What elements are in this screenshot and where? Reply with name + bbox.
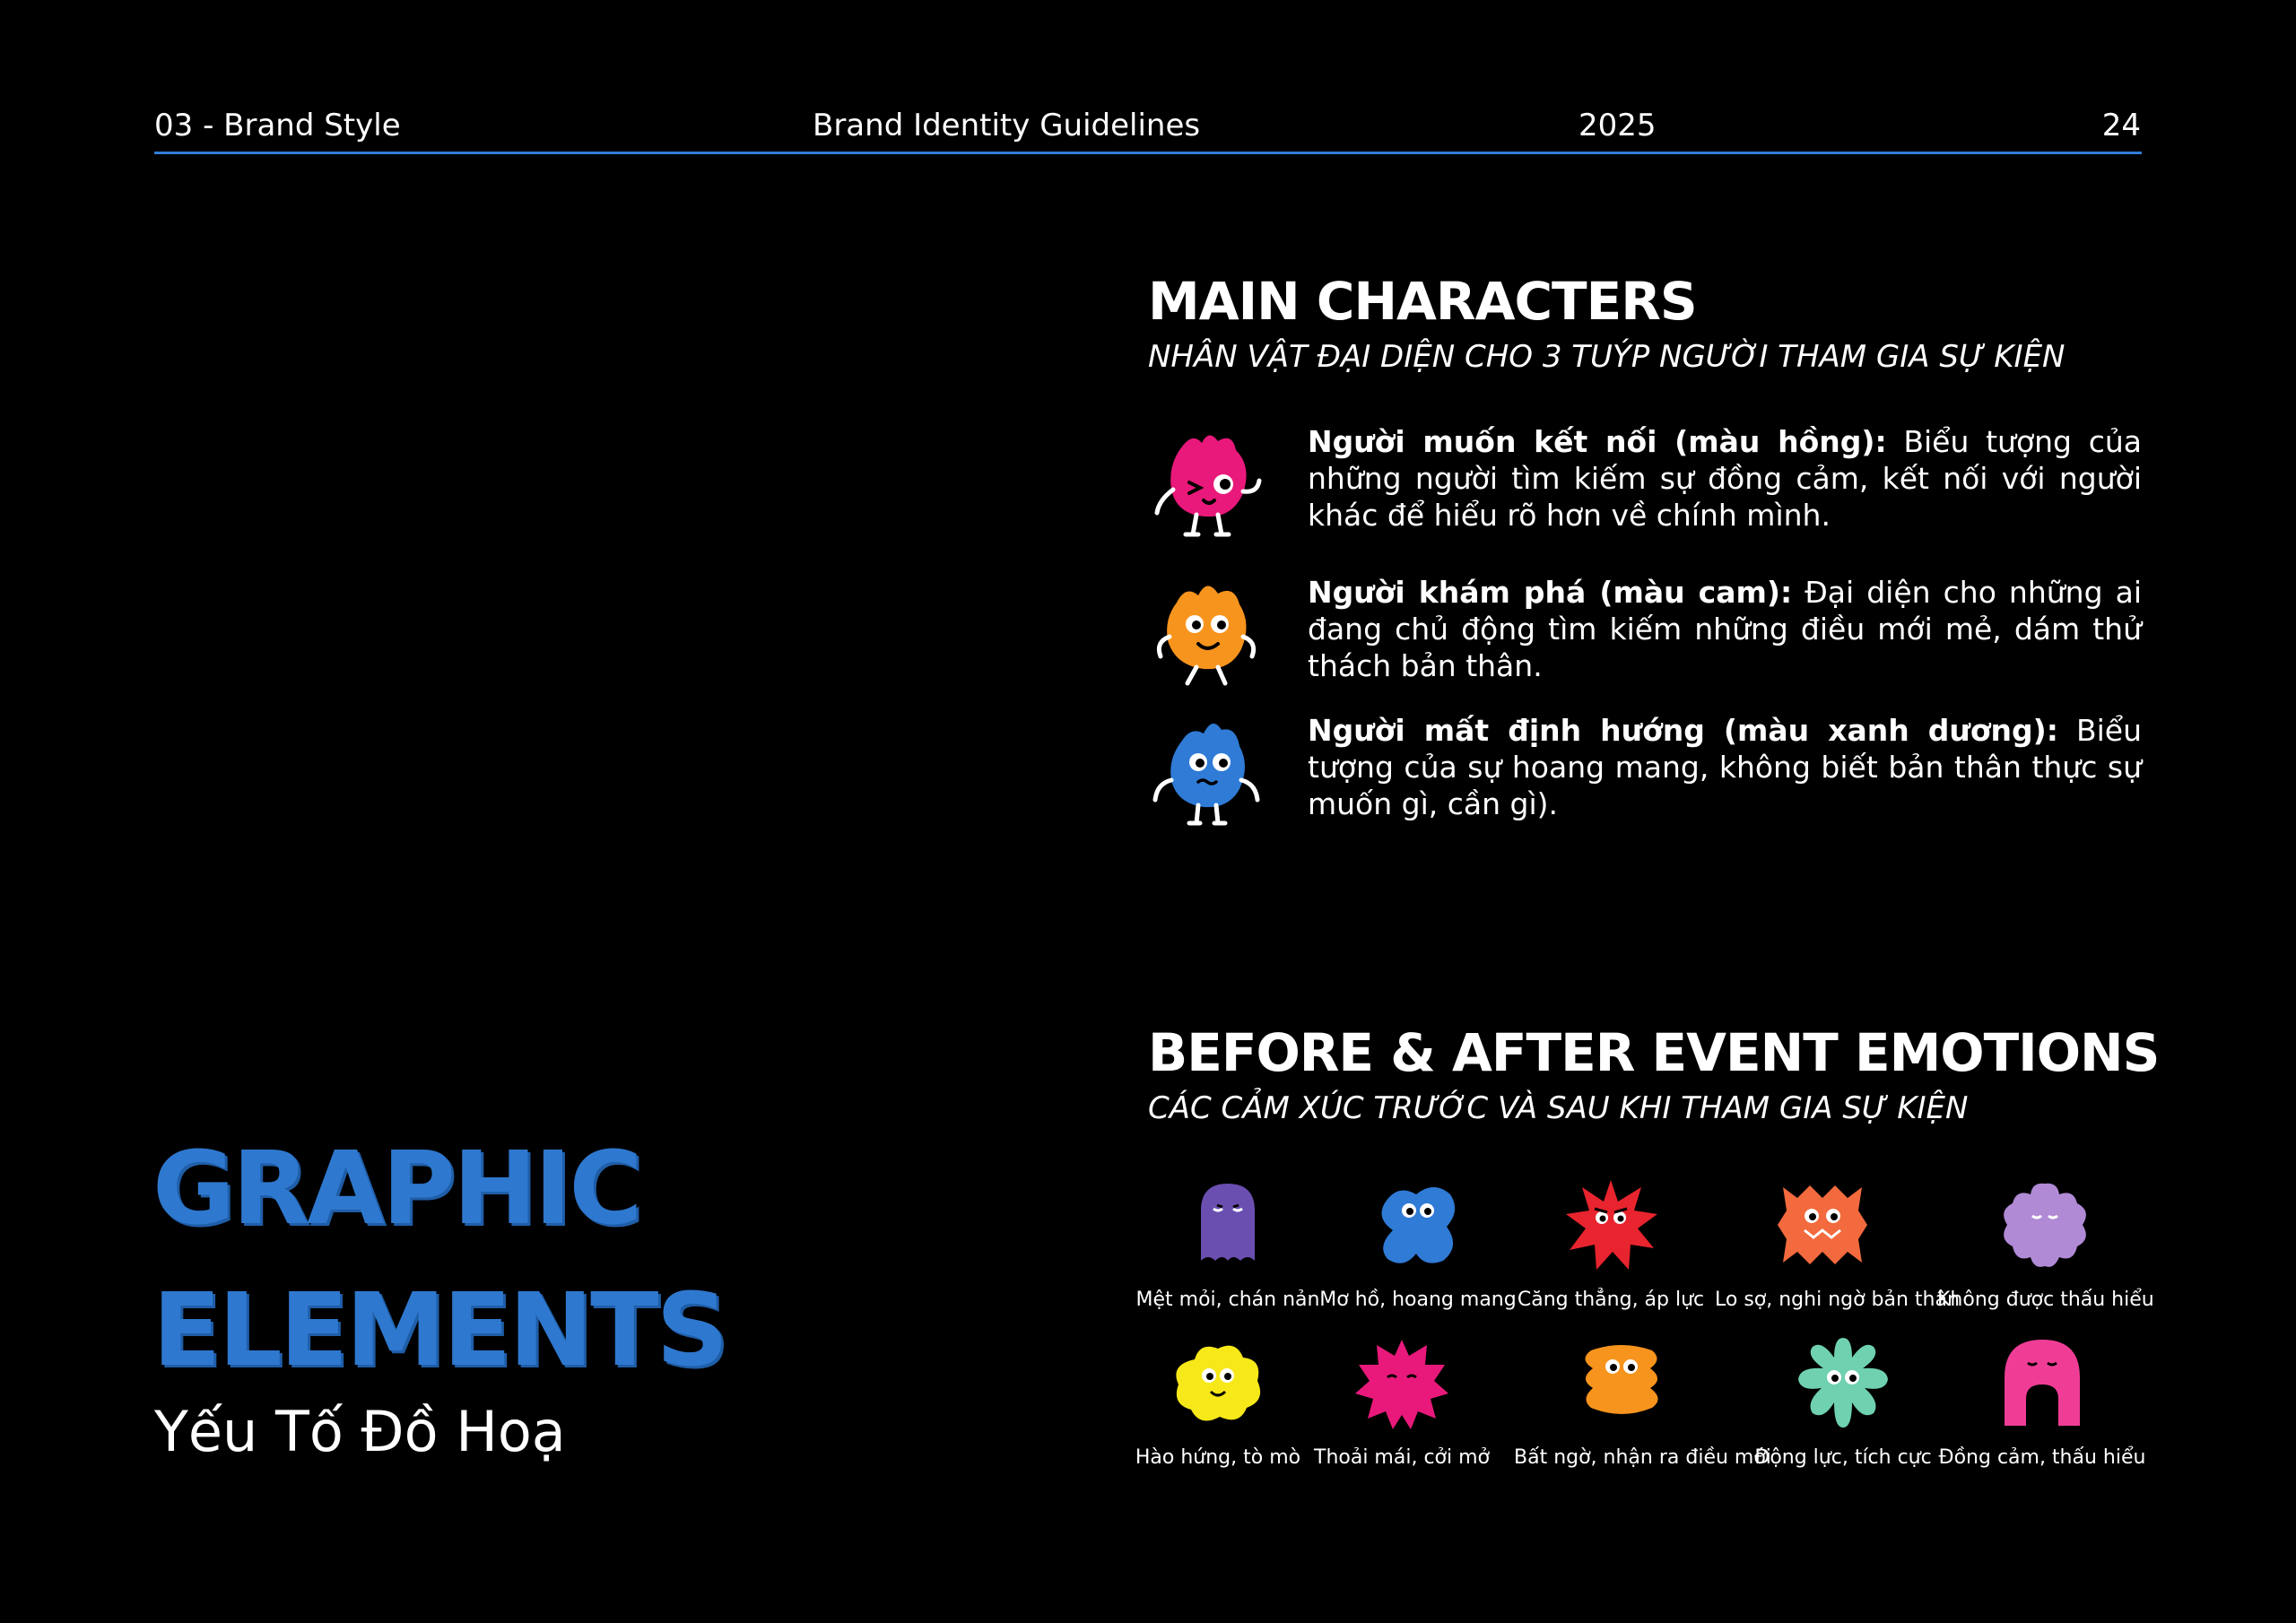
pink-character-icon <box>1146 420 1272 545</box>
emotion-label: Mơ hồ, hoang mang <box>1319 1289 1517 1311</box>
pink-spiky-icon <box>1352 1332 1452 1433</box>
emotion-stressed <box>1503 1175 1718 1313</box>
mint-flower-icon <box>1793 1332 1893 1433</box>
section-label: 03 - Brand Style <box>154 108 401 143</box>
emotion-empathetic <box>1935 1332 2150 1471</box>
main-characters-title: MAIN CHARACTERS <box>1148 271 1697 332</box>
emotion-confused <box>1310 1175 1526 1313</box>
emotion-misunderstood <box>1937 1175 2152 1313</box>
emotion-label: Không được thấu hiểu <box>1937 1289 2154 1311</box>
emotion-label: Bất ngờ, nhận ra điều mới <box>1514 1446 1771 1469</box>
purple-ghost-icon <box>1178 1175 1278 1275</box>
emotions-title: BEFORE & AFTER EVENT EMOTIONS <box>1148 1022 2160 1083</box>
document-year: 2025 <box>1578 108 1657 143</box>
graphic-title-line1: GRAPHIC <box>152 1131 640 1247</box>
character-row-pink <box>1146 420 2144 545</box>
emotion-label: Lo sợ, nghi ngờ bản thân <box>1715 1289 1960 1311</box>
graphic-subtitle: Yếu Tố Đồ Hoạ <box>154 1399 566 1464</box>
emotion-label: Căng thẳng, áp lực <box>1517 1289 1705 1311</box>
character-description-pink <box>1308 423 2142 534</box>
character-description-blue <box>1308 712 2142 822</box>
character-name: Người mất định hướng (màu xanh dương): <box>1308 713 2058 748</box>
blue-blob-icon <box>1368 1175 1468 1275</box>
emotion-label: Đồng cảm, thấu hiểu <box>1938 1446 2146 1469</box>
page-number: 24 <box>2101 108 2141 143</box>
header-divider <box>154 152 2142 154</box>
orange-wavy-icon <box>1571 1332 1672 1433</box>
emotion-label: Động lực, tích cực <box>1754 1446 1932 1469</box>
emotion-relaxed <box>1294 1332 1509 1471</box>
character-text: Biểu tượng của sự hoang mang, không biết bản thân thực sự muốn gì, cần gì). <box>1308 713 2142 821</box>
emotion-tired <box>1120 1175 1335 1313</box>
character-text: Đại diện cho những ai đang chủ động tìm kiếm những điều mới mẻ, dám thử thách bản thân. <box>1308 575 2142 683</box>
emotion-fearful <box>1715 1175 1960 1313</box>
emotion-label: Mệt mỏi, chán nản <box>1135 1289 1320 1311</box>
main-characters-subtitle: NHÂN VẬT ĐẠI DIỆN CHO 3 TUÝP NGƯỜI THAM GIA SỰ KIỆN <box>1148 339 2066 375</box>
graphic-title-line2: ELEMENTS <box>152 1272 726 1389</box>
emotion-label: Thoải mái, cởi mở <box>1314 1446 1490 1469</box>
emotion-label: Hào hứng, tò mò <box>1135 1446 1301 1469</box>
red-spiky-icon <box>1561 1175 1661 1275</box>
document-title: Brand Identity Guidelines <box>813 108 1201 143</box>
emotion-motivated <box>1735 1332 1951 1471</box>
lilac-flower-icon <box>1995 1175 2095 1275</box>
pink-arch-icon <box>1992 1332 2092 1433</box>
orange-character-icon <box>1146 570 1272 696</box>
character-name: Người muốn kết nối (màu hồng): <box>1308 424 1887 459</box>
character-row-orange <box>1146 570 2144 696</box>
emotion-excited <box>1110 1332 1326 1471</box>
emotion-surprised <box>1514 1332 1771 1471</box>
character-description-orange <box>1308 574 2142 684</box>
yellow-cloud-icon <box>1168 1332 1268 1433</box>
character-text: Biểu tượng của những người tìm kiếm sự đồng cảm, kết nối với người khác để hiểu rõ hơn về chính mình. <box>1308 424 2142 533</box>
emotions-subtitle: CÁC CẢM XÚC TRƯỚC VÀ SAU KHI THAM GIA SỰ KIỆN <box>1148 1090 1969 1126</box>
character-row-blue <box>1146 708 2144 834</box>
character-name: Người khám phá (màu cam): <box>1308 575 1793 610</box>
orange-jagged-icon <box>1772 1175 1873 1275</box>
blue-character-icon <box>1146 708 1272 834</box>
